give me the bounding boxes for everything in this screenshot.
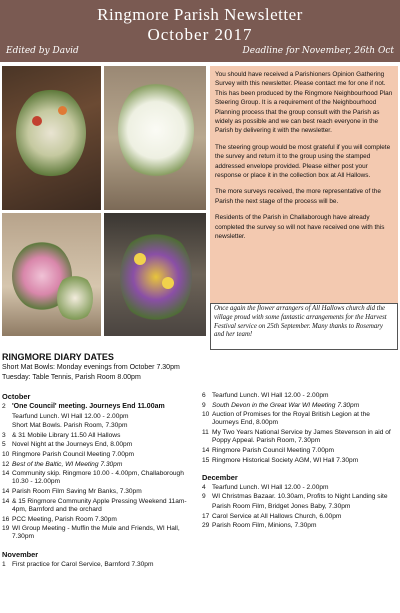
- diary-event: [202, 484, 398, 492]
- event-text: Tearfund Lunch. WI Hall 12.00 - 2.00pm: [12, 412, 129, 420]
- diary-heading: RINGMORE DIARY DATES: [2, 352, 114, 362]
- event-text: Ringmore Parish Council Meeting 7.00pm: [212, 446, 335, 454]
- editor-credit: Edited by David: [6, 46, 79, 56]
- event-date: 12: [2, 460, 10, 468]
- event-date: 11: [202, 429, 209, 437]
- diary-column-left: [2, 392, 198, 570]
- survey-paragraph-4: Residents of the Parish in Challaborough have already completed the survey so will not have received one with this newsletter.: [215, 214, 385, 241]
- event-date: 3: [2, 431, 6, 439]
- diary-event: [202, 513, 398, 521]
- event-text: Community skip. Ringmore 10.00 - 4.00pm, Challaborough 10.30 - 12.00pm: [12, 470, 184, 486]
- diary-event: [202, 522, 398, 530]
- event-date: 9: [202, 493, 206, 501]
- flower-arrangement-photo-2: [104, 66, 206, 210]
- diary-event: [202, 457, 398, 465]
- event-text: 'One Council' meeting. Journeys End 11.00am: [12, 403, 165, 410]
- event-text: Ringmore Historical Society AGM, WI Hall 7.30pm: [212, 456, 359, 464]
- diary-event: [2, 525, 198, 542]
- diary-event: [202, 447, 398, 455]
- survey-info-box: [210, 66, 398, 303]
- event-date: 29: [202, 522, 210, 530]
- event-date: [202, 503, 212, 511]
- diary-event: [2, 441, 198, 449]
- flower-arrangement-photo-1: [2, 66, 101, 210]
- event-date: 14: [202, 446, 210, 454]
- diary-event: [2, 413, 198, 421]
- diary-weekly-line-2: Tuesday: Table Tennis, Parish Room 8.00pm: [2, 374, 141, 381]
- event-text: Parish Room Film Saving Mr Banks, 7.30pm: [12, 488, 142, 496]
- diary-event: [2, 498, 198, 515]
- diary-month-heading: October: [2, 392, 31, 401]
- event-date: 19: [2, 525, 10, 533]
- event-text: Carol Service at All Hallows Church, 6.00pm: [212, 512, 342, 520]
- event-date: 1: [2, 560, 6, 568]
- event-text: Auction of Promises for the Royal British Legion at the Journeys End, 8.00pm: [212, 411, 370, 427]
- event-text: Ringmore Parish Council Meeting 7.00pm: [12, 450, 135, 458]
- diary-event: [2, 461, 198, 469]
- diary-month-heading: December: [202, 472, 238, 482]
- event-text: First practice for Carol Service, Barnford 7.30pm: [12, 560, 154, 568]
- diary-event: [202, 402, 398, 410]
- diary-event: [202, 392, 398, 400]
- event-text: Short Mat Bowls. Parish Room, 7.30pm: [12, 422, 128, 430]
- event-date: 10: [2, 450, 10, 458]
- diary-month-heading: November: [2, 549, 39, 559]
- diary-event: [2, 432, 198, 440]
- event-date: 10: [202, 411, 210, 419]
- event-date: 15: [202, 456, 210, 464]
- diary-event: [2, 516, 198, 524]
- flower-arrangement-photo-3: [2, 213, 101, 336]
- diary-event: [202, 429, 398, 446]
- survey-paragraph-1: You should have received a Parishioners Opinion Gathering Survey with this newsletter. Please contact me for one if not. This has been produced by the Ringmore Neighbourhood Plan Steering Group. It is a requirement of the Neighbourhood Planning process that the group consult with the Parish as widely as possible and we can best reach everyone in the Parish by delivering it with the newsletter.: [215, 71, 393, 135]
- diary-column-right: [202, 392, 398, 532]
- event-text: My Two Years National Service by James Stevenson in aid of Poppy Appeal. Parish Room, 7.30pm: [212, 429, 391, 445]
- event-date: 6: [202, 392, 206, 399]
- event-date: 4: [202, 483, 206, 491]
- diary-event: [202, 493, 398, 501]
- diary-event: [2, 451, 198, 459]
- diary-event: [202, 411, 398, 428]
- event-date: [2, 413, 12, 421]
- event-date: 14: [2, 497, 10, 505]
- event-text: & 15 Ringmore Community Apple Pressing Weekend 11am-4pm, Barnford and the orchard: [12, 497, 187, 513]
- event-date: 2: [2, 403, 6, 410]
- event-text: WI Christmas Bazaar. 10.30am, Profits to Night Landing site: [212, 493, 388, 501]
- event-date: 5: [2, 441, 6, 449]
- event-text: Best of the Baltic, WI Meeting 7.30pm: [12, 460, 123, 468]
- diary-event: [2, 403, 198, 411]
- deadline-note: Deadline for November, 26th Oct: [242, 46, 394, 56]
- event-text: Parish Room Film, Minions, 7.30pm: [212, 522, 317, 530]
- event-date: 16: [2, 515, 10, 523]
- event-text: Parish Room Film, Bridget Jones Baby, 7.30pm: [212, 503, 351, 511]
- survey-paragraph-3: The more surveys received, the more representative of the Parish the next stage of the process will be.: [215, 188, 381, 205]
- event-text: Tearfund Lunch. WI Hall 12.00 - 2.00pm: [212, 483, 329, 491]
- newsletter-issue-date: October 2017: [147, 25, 253, 44]
- photo-caption: Once again the flower arrangers of All Hallows church did the village proud with some fantastic arrangements for the Harvest Festival service on 25th September. Many thanks to Rosemary and her team!: [210, 303, 398, 350]
- event-date: 14: [2, 470, 10, 478]
- survey-paragraph-2: The steering group would be most grateful if you will complete the survey and return it to the group using the stamped addressed envelope provided. Please either post your response or place it in the collection box at All Hallows.: [215, 143, 391, 180]
- event-text: South Devon in the Great War WI Meeting 7.30pm: [212, 401, 360, 409]
- event-date: 17: [202, 512, 210, 520]
- newsletter-title: Ringmore Parish Newsletter: [97, 5, 303, 24]
- diary-weekly-line-1: Short Mat Bowls: Monday evenings from October 7.30pm: [2, 364, 180, 371]
- diary-event: [202, 503, 398, 511]
- event-text: Tearfund Lunch. WI Hall 12.00 - 2.00pm: [212, 392, 329, 399]
- diary-event: [2, 488, 198, 496]
- flower-arrangement-photo-4: [104, 213, 206, 336]
- diary-event: [2, 422, 198, 430]
- event-text: Novel Night at the Journeys End, 8.00pm: [12, 441, 133, 449]
- event-text: WI Group Meeting - Muffin the Mule and Friends, WI Hall, 7.30pm: [12, 525, 180, 541]
- event-text: PCC Meeting, Parish Room 7.30pm: [12, 515, 117, 523]
- event-text: & 31 Mobile Library 11.50 All Hallows: [12, 431, 121, 439]
- event-date: [2, 422, 12, 430]
- diary-event: [2, 470, 198, 487]
- diary-event: [2, 561, 198, 569]
- event-date: 14: [2, 488, 10, 496]
- newsletter-header: [0, 0, 400, 62]
- event-date: 9: [202, 401, 206, 409]
